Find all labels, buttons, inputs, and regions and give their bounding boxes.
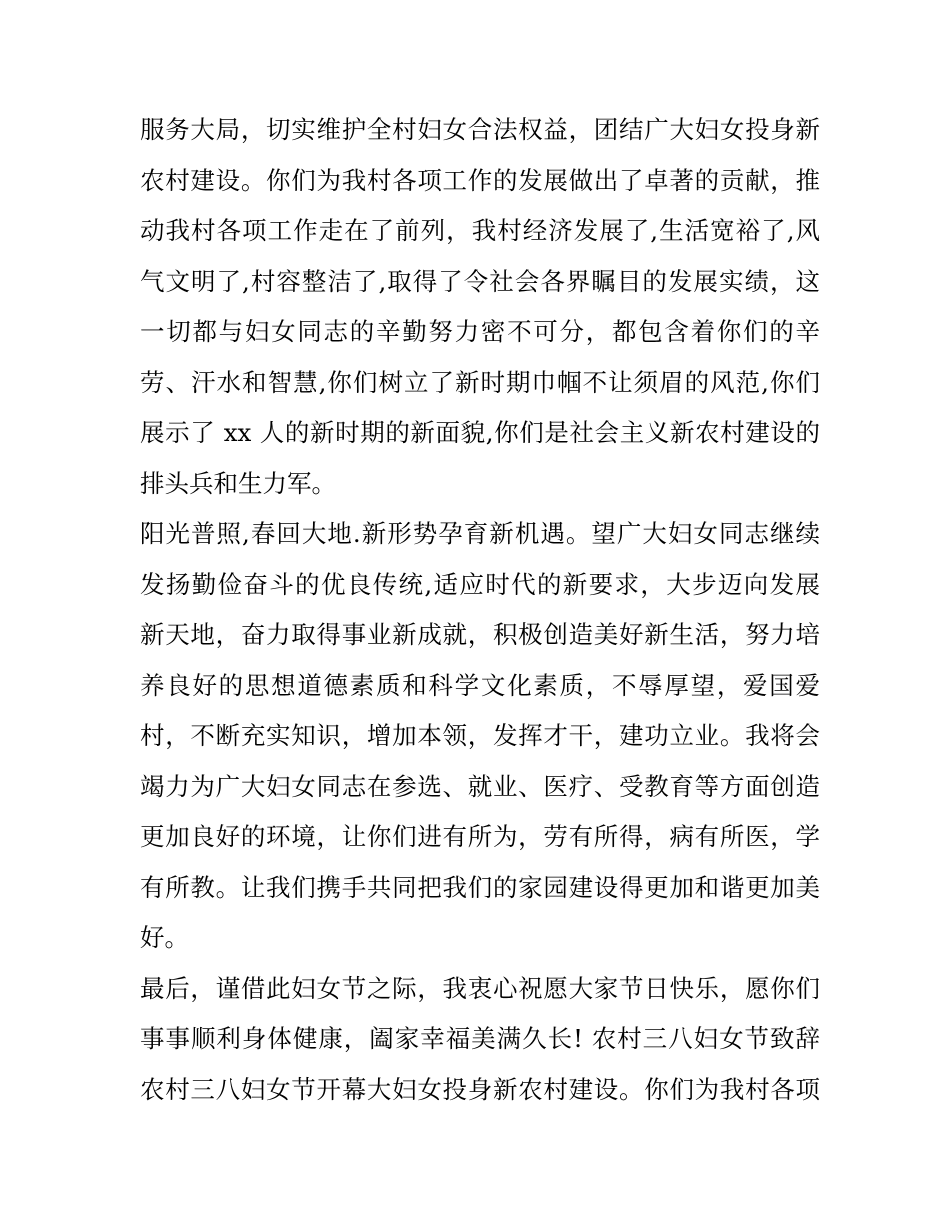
text-line: 新天地，奋力取得事业新成就，积极创造美好新生活，努力培 [140,620,820,649]
text-line: 农村建设。你们为我村各项工作的发展做出了卓著的贡献，推 [140,165,820,195]
text-line: 展示了 xx 人的新时期的新面貌,你们是社会主义新农村建设的 [140,418,820,447]
text-line: 一切都与妇女同志的辛勤努力密不可分，都包含着你们的辛 [140,317,820,346]
text-line: 阳光普照,春回大地.新形势孕育新机遇。望广大妇女同志继续 [140,519,820,548]
text-line: 劳、汗水和智慧,你们树立了新时期巾帼不让须眉的风范,你们 [140,367,820,397]
paragraph-2 [140,509,820,964]
paragraph-1 [140,105,820,509]
text-line: 最后，谨借此妇女节之际，我衷心祝愿大家节日快乐，愿你们 [140,973,820,1003]
text-line: 农村三八妇女节开幕大妇女投身新农村建设。你们为我村各项 [140,1074,820,1104]
text-line: 事事顺利身体健康，阖家幸福美满久长! 农村三八妇女节致辞 [140,1024,820,1053]
text-line: 动我村各项工作走在了前列，我村经济发展了,生活宽裕了,风 [140,216,820,245]
body-text [140,105,820,1115]
text-line: 竭力为广大妇女同志在参选、就业、医疗、受教育等方面创造 [140,771,820,801]
paragraph-3 [140,964,820,1116]
text-line: 发扬勤俭奋斗的优良传统,适应时代的新要求，大步迈向发展 [140,569,820,599]
text-line: 养良好的思想道德素质和科学文化素质，不辱厚望，爱国爱 [140,670,820,700]
text-line: 有所教。让我们携手共同把我们的家园建设得更加和谐更加美 [140,872,820,902]
text-line: 服务大局，切实维护全村妇女合法权益，团结广大妇女投身新 [140,115,820,144]
text-line: 好。 [140,923,189,952]
text-line: 村，不断充实知识，增加本领，发挥才干，建功立业。我将会 [140,721,820,750]
text-line: 气文明了,村容整洁了,取得了令社会各界瞩目的发展实绩，这 [140,266,820,296]
text-line: 更加良好的环境，让你们进有所为，劳有所得，病有所医，学 [140,822,820,851]
text-line: 排头兵和生力军。 [140,468,336,498]
